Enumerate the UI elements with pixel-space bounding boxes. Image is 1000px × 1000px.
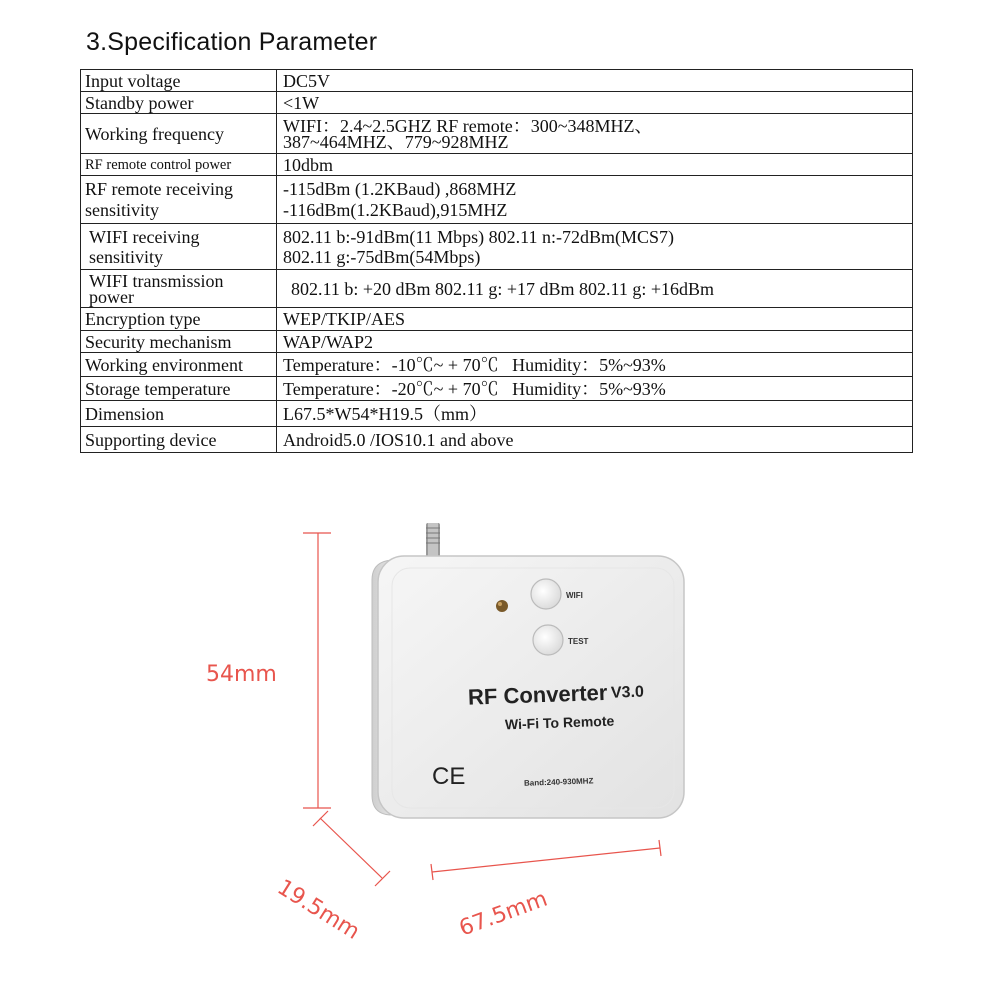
spec-value: Android5.0 /IOS10.1 and above	[277, 427, 913, 453]
spec-value: WEP/TKIP/AES	[277, 308, 913, 331]
wifi-button-label: WIFI	[566, 591, 583, 600]
spec-row	[81, 427, 913, 453]
spec-label: Input voltage	[81, 70, 277, 92]
status-led	[496, 600, 508, 612]
test-button[interactable]	[533, 625, 563, 655]
spec-label: RF remote receiving sensitivity	[81, 176, 277, 224]
spec-row	[81, 154, 913, 176]
spec-value: Temperature：-20℃~ + 70℃ Humidity：5%~93%	[277, 377, 913, 401]
spec-value: DC5V	[277, 70, 913, 92]
spec-row	[81, 70, 913, 92]
spec-table	[80, 69, 913, 453]
wifi-button[interactable]	[531, 579, 561, 609]
spec-label: Working environment	[81, 353, 277, 377]
spec-value: 802.11 b:-91dBm(11 Mbps) 802.11 n:-72dBm(MCS7) 802.11 g:-75dBm(54Mbps)	[277, 224, 913, 270]
spec-label: Dimension	[81, 401, 277, 427]
spec-value: WIFI：2.4~2.5GHZ RF remote：300~348MHZ、 387~464MHZ、779~928MHZ	[277, 114, 913, 154]
band-label: Band:240-930MHZ	[523, 776, 594, 788]
height-dimension-label: 54mm	[206, 662, 277, 687]
device-version: V3.0	[610, 683, 645, 702]
spec-row	[81, 114, 913, 154]
device-subtitle: Wi-Fi To Remote	[504, 712, 615, 733]
spec-row	[81, 176, 913, 224]
spec-value: 802.11 b: +20 dBm 802.11 g: +17 dBm 802.11 g: +16dBm	[277, 270, 913, 308]
spec-label: Storage temperature	[81, 377, 277, 401]
depth-dimension-label: 19.5mm	[272, 875, 364, 945]
spec-row	[81, 353, 913, 377]
spec-label: WIFI transmission power	[81, 270, 277, 308]
spec-label: RF remote control power	[81, 154, 277, 176]
spec-row	[81, 377, 913, 401]
spec-label: WIFI receiving sensitivity	[81, 224, 277, 270]
depth-dimension-line	[313, 811, 390, 886]
spec-label: Security mechanism	[81, 331, 277, 353]
spec-row	[81, 308, 913, 331]
spec-value: -115dBm (1.2KBaud) ,868MHZ -116dBm(1.2KBaud),915MHZ	[277, 176, 913, 224]
length-dimension-line	[431, 840, 661, 880]
spec-value: WAP/WAP2	[277, 331, 913, 353]
spec-value: <1W	[277, 92, 913, 114]
spec-label: Working frequency	[81, 114, 277, 154]
spec-row	[81, 270, 913, 308]
spec-value: L67.5*W54*H19.5（mm）	[277, 401, 913, 427]
spec-value: 10dbm	[277, 154, 913, 176]
device-name: RF Converter	[467, 679, 608, 710]
height-dimension-line	[303, 533, 331, 808]
spec-row	[81, 92, 913, 114]
length-dimension-label: 67.5mm	[456, 886, 551, 942]
test-button-label: TEST	[568, 637, 589, 646]
spec-row	[81, 224, 913, 270]
spec-row	[81, 401, 913, 427]
spec-label: Standby power	[81, 92, 277, 114]
spec-label: Encryption type	[81, 308, 277, 331]
spec-label: Supporting device	[81, 427, 277, 453]
spec-value: Temperature：-10℃~ + 70℃ Humidity：5%~93%	[277, 353, 913, 377]
spec-row	[81, 331, 913, 353]
section-title: 3.Specification Parameter	[86, 28, 378, 56]
ce-mark-icon: CE	[432, 763, 466, 790]
